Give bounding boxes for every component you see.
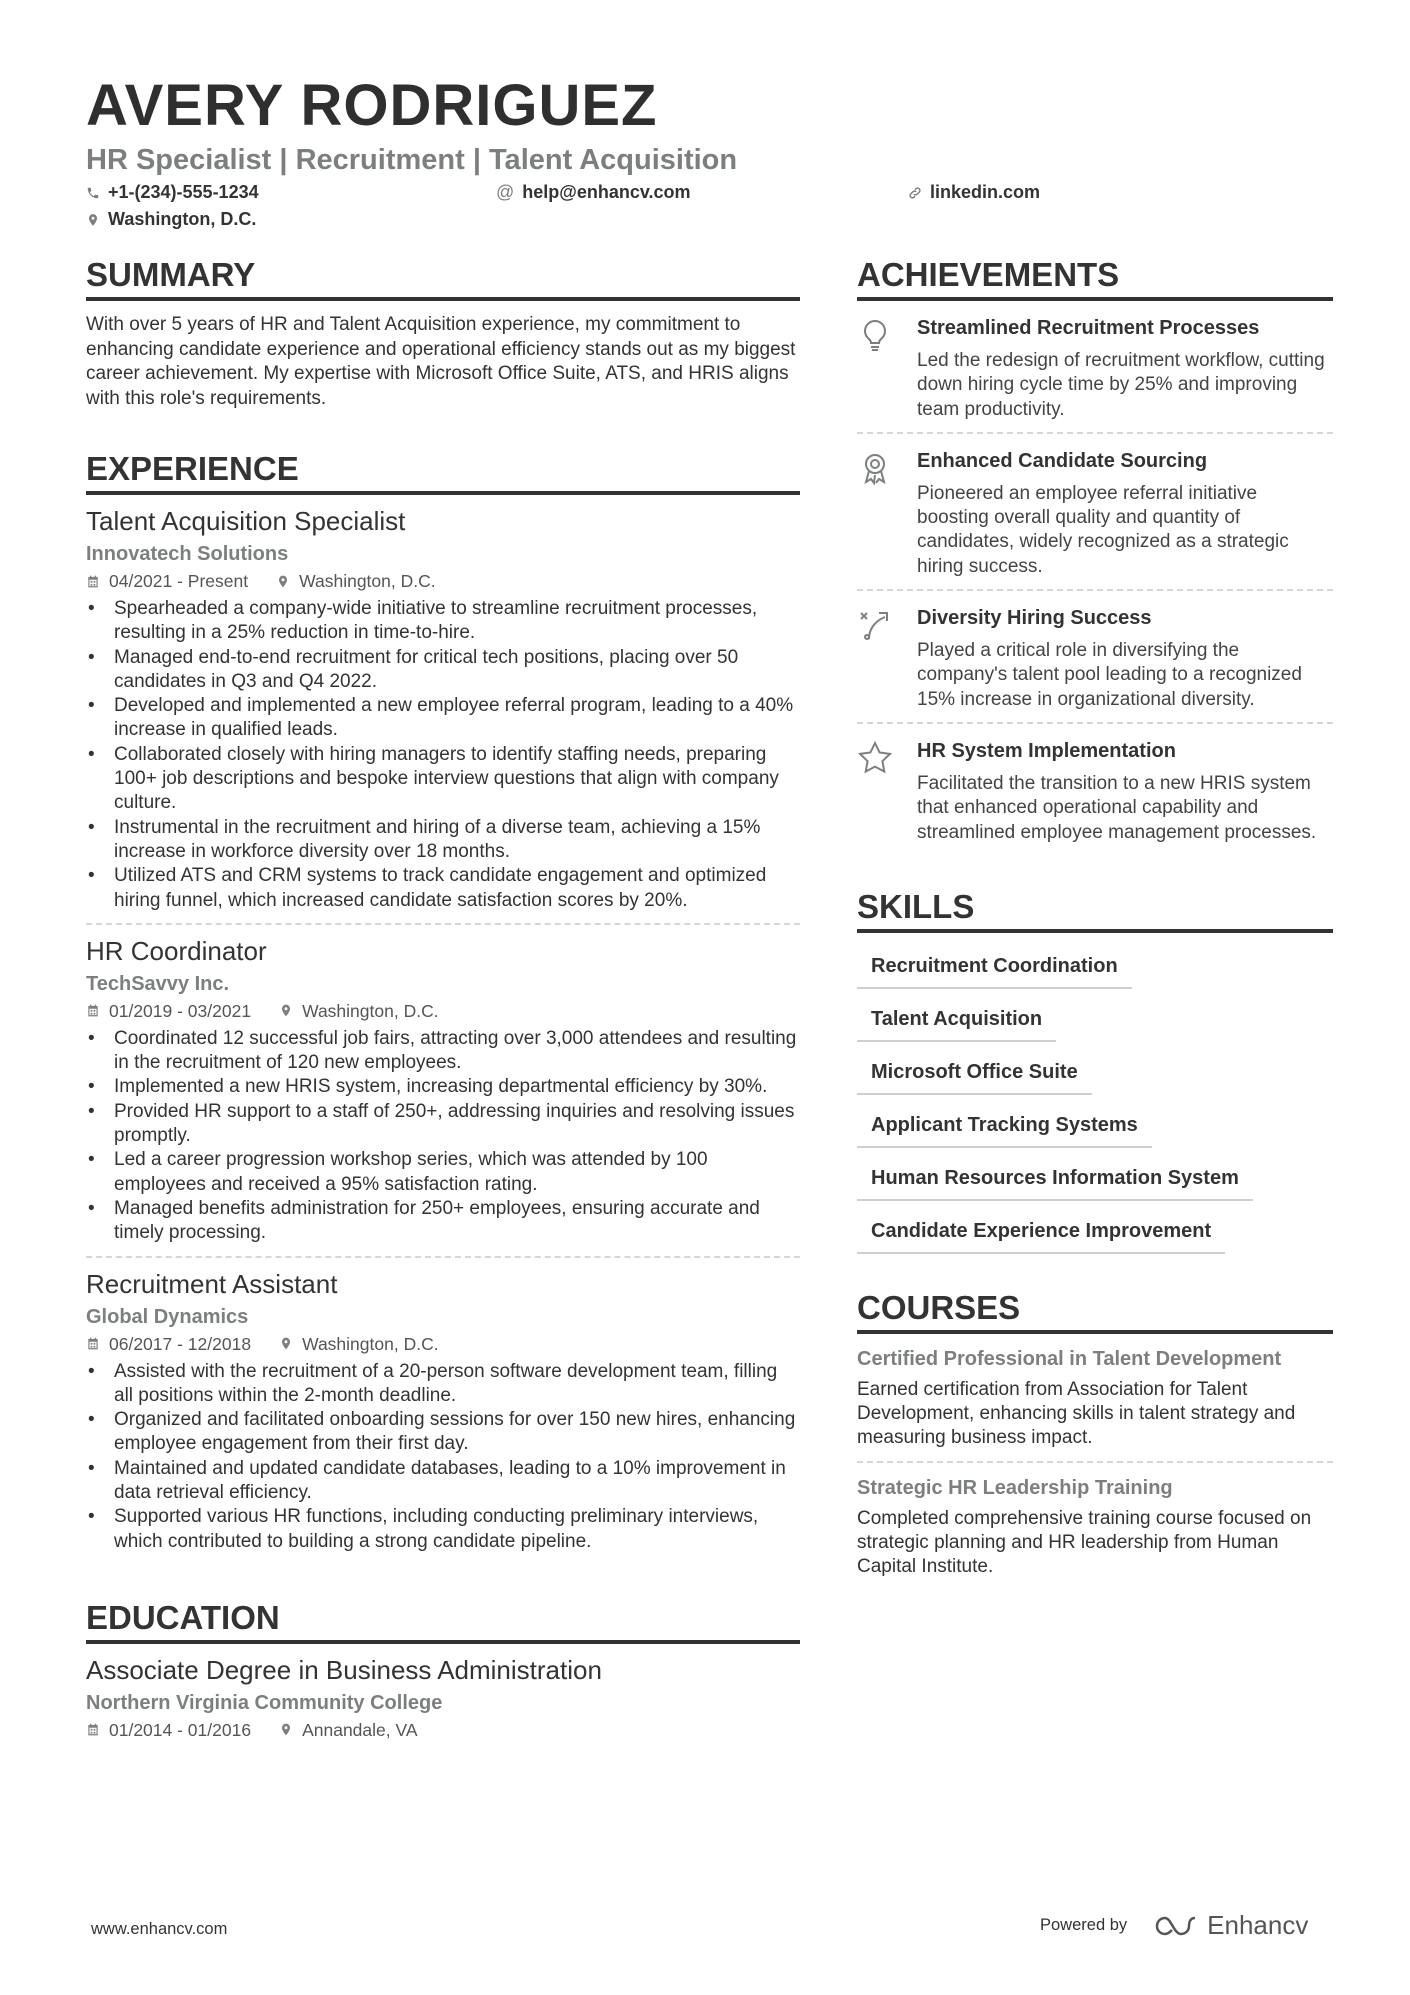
education-location: Annandale, VA — [279, 1718, 417, 1742]
bullet-item: • Implemented a new HRIS system, increasing departmental efficiency by 30%. — [86, 1075, 800, 1099]
achievement-item — [857, 432, 1333, 589]
powered-by-text: Powered by — [1040, 1916, 1128, 1934]
skill-tag: Candidate Experience Improvement — [857, 1208, 1225, 1254]
at-icon: @ — [496, 182, 515, 202]
job-location: Washington, D.C. — [276, 569, 436, 593]
strategy-icon — [857, 607, 893, 643]
achievement-desc: Pioneered an employee referral initiative boosting overall quality and quantity of candidates, widely recognized as a strategic hiring success. — [917, 482, 1289, 577]
achievement-desc: Led the redesign of recruitment workflow, cutting down hiring cycle time by 25% and improving team productivity. — [917, 350, 1325, 420]
education-dates: 01/2014 - 01/2016 — [86, 1718, 251, 1742]
job-location: Washington, D.C. — [279, 999, 439, 1023]
courses-heading: COURSES — [857, 1288, 1333, 1334]
summary-heading: SUMMARY — [86, 255, 800, 301]
link-icon — [908, 186, 922, 200]
enhancv-logo-icon — [1153, 1914, 1199, 1938]
experience-entry — [86, 505, 800, 923]
footer-website[interactable]: www.enhancv.com — [91, 1920, 228, 1938]
summary-section — [86, 255, 800, 411]
achievement-item — [857, 722, 1333, 855]
course-title: Strategic HR Leadership Training — [857, 1476, 1173, 1499]
bullet-item: • Provided HR support to a staff of 250+, addressing inquiries and resolving issues promptly. — [86, 1100, 800, 1149]
star-icon — [857, 740, 893, 776]
job-meta — [86, 999, 800, 1023]
bullet-item: • Managed benefits administration for 250+ employees, ensuring accurate and timely processing. — [86, 1197, 800, 1246]
school-name: Northern Virginia Community College — [86, 1691, 443, 1714]
achievement-title: Streamlined Recruitment Processes — [917, 317, 1260, 339]
bullet-item: • Organized and facilitated onboarding sessions for over 150 new hires, enhancing employee engagement from their first day. — [86, 1408, 800, 1457]
job-bullets — [86, 1360, 800, 1554]
calendar-icon — [86, 574, 100, 589]
job-bullets — [86, 1027, 800, 1246]
resume-header — [86, 74, 1336, 238]
achievement-title: HR System Implementation — [917, 739, 1176, 762]
calendar-icon — [86, 1003, 100, 1018]
achievement-title: Enhanced Candidate Sourcing — [917, 449, 1208, 472]
experience-entry — [86, 1256, 800, 1564]
bullet-item: • Assisted with the recruitment of a 20-person software development team, filling all positions within the 2-month deadline. — [86, 1360, 800, 1409]
summary-text: With over 5 years of HR and Talent Acquisition experience, my commitment to enhancing candidate experience and operational efficiency stands out as my biggest career achievement. My expertise with Microsoft Office Suite, ATS, and HRIS aligns with this role's requirements. — [86, 314, 796, 409]
contact-linkedin — [908, 182, 1040, 203]
experience-section — [86, 449, 800, 1564]
job-title: Recruitment Assistant — [86, 1268, 338, 1299]
location-pin-icon — [279, 1003, 293, 1018]
achievement-item — [857, 589, 1333, 722]
achievements-section — [857, 255, 1333, 855]
bullet-item: • Collaborated closely with hiring managers to identify staffing needs, preparing 100+ job descriptions and bespoke interview questions that align with company culture. — [86, 743, 800, 816]
bullet-item: • Maintained and updated candidate databases, leading to a 10% improvement in data retrieval efficiency. — [86, 1457, 800, 1506]
location-pin-icon — [279, 1336, 293, 1351]
course-item — [857, 1461, 1333, 1590]
bullet-item: • Managed end-to-end recruitment for critical tech positions, placing over 50 candidates in Q3 and Q4 2022. — [86, 646, 800, 695]
lightbulb-icon — [857, 317, 893, 353]
contact-location — [86, 209, 256, 230]
achievement-desc: Facilitated the transition to a new HRIS system that enhanced operational capability and streamlined employee management processes. — [917, 772, 1317, 843]
company-name: TechSavvy Inc. — [86, 972, 230, 995]
course-desc: Earned certification from Association for Talent Development, enhancing skills in talent strategy and measuring business impact. — [857, 1378, 1296, 1449]
bullet-item: • Coordinated 12 successful job fairs, attracting over 3,000 attendees and resulting in the recruitment of 120 new employees. — [86, 1027, 800, 1076]
bullet-item: • Spearheaded a company-wide initiative to streamline recruitment processes, resulting in a 25% reduction in time-to-hire. — [86, 597, 800, 646]
company-name: Global Dynamics — [86, 1305, 249, 1328]
skill-tag: Applicant Tracking Systems — [857, 1102, 1152, 1148]
location-pin-icon — [279, 1722, 293, 1737]
skills-list — [857, 943, 1333, 1254]
skill-tag: Human Resources Information System — [857, 1155, 1253, 1201]
bullet-item: • Led a career progression workshop series, which was attended by 100 employees and received a 95% satisfaction rating. — [86, 1148, 800, 1197]
achievement-desc: Played a critical role in diversifying the company's talent pool leading to a recognized 15% increase in organizational diversity. — [917, 640, 1302, 710]
award-ribbon-icon — [857, 450, 893, 486]
job-meta — [86, 569, 800, 593]
courses-section — [857, 1288, 1333, 1590]
brand-name: Enhancv — [1207, 1910, 1309, 1940]
course-title: Certified Professional in Talent Development — [857, 1347, 1282, 1370]
candidate-name: AVERY RODRIGUEZ — [86, 73, 658, 138]
job-title: HR Coordinator — [86, 935, 267, 966]
skill-tag: Talent Acquisition — [857, 996, 1056, 1042]
bullet-item: • Developed and implemented a new employee referral program, leading to a 40% increase in qualified leads. — [86, 694, 800, 743]
left-column — [86, 255, 800, 1742]
job-location: Washington, D.C. — [279, 1332, 439, 1356]
email-link[interactable]: help@enhancv.com — [522, 182, 691, 202]
contact-email — [496, 182, 691, 203]
location-pin-icon — [86, 213, 100, 227]
linkedin-link[interactable]: linkedin.com — [930, 182, 1041, 202]
bullet-item: • Instrumental in the recruitment and hiring of a diverse team, achieving a 15% increase in workforce diversity over 18 months. — [86, 816, 800, 865]
location-text: Washington, D.C. — [108, 209, 257, 229]
course-item — [857, 1334, 1333, 1461]
bullet-item: • Supported various HR functions, including conducting preliminary interviews, which contributed to building a strong candidate pipeline. — [86, 1505, 800, 1554]
job-dates: 06/2017 - 12/2018 — [86, 1332, 251, 1356]
skill-tag: Recruitment Coordination — [857, 943, 1132, 989]
experience-heading: EXPERIENCE — [86, 449, 800, 495]
right-column — [857, 255, 1333, 1590]
course-desc: Completed comprehensive training course focused on strategic planning and HR leadership from Human Capital Institute. — [857, 1507, 1312, 1578]
degree-title: Associate Degree in Business Administration — [86, 1654, 602, 1685]
contact-phone — [86, 182, 259, 203]
footer-branding — [1040, 1910, 1308, 1941]
job-dates: 01/2019 - 03/2021 — [86, 999, 251, 1023]
skill-tag: Microsoft Office Suite — [857, 1049, 1092, 1095]
achievement-item — [857, 301, 1333, 432]
calendar-icon — [86, 1336, 100, 1351]
experience-entry — [86, 923, 800, 1256]
phone-icon — [86, 186, 100, 200]
job-bullets — [86, 597, 800, 913]
education-meta — [86, 1718, 800, 1742]
job-title: Talent Acquisition Specialist — [86, 506, 406, 536]
education-section — [86, 1598, 800, 1742]
education-heading: EDUCATION — [86, 1598, 800, 1644]
achievements-heading: ACHIEVEMENTS — [857, 255, 1333, 301]
skills-section — [857, 887, 1333, 1254]
skills-heading: SKILLS — [857, 887, 1333, 933]
bullet-item: • Utilized ATS and CRM systems to track candidate engagement and optimized hiring funnel, which increased candidate satisfaction scores by 20%. — [86, 864, 800, 913]
brand-logo[interactable] — [1153, 1910, 1308, 1941]
achievement-title: Diversity Hiring Success — [917, 607, 1152, 630]
calendar-icon — [86, 1722, 100, 1737]
contact-info — [86, 182, 1336, 238]
candidate-title: HR Specialist | Recruitment | Talent Acquisition — [86, 144, 738, 176]
location-pin-icon — [276, 574, 290, 589]
phone-number: +1-(234)-555-1234 — [108, 182, 259, 202]
job-meta — [86, 1332, 800, 1356]
job-dates: 04/2021 - Present — [86, 569, 248, 593]
company-name: Innovatech Solutions — [86, 543, 289, 565]
